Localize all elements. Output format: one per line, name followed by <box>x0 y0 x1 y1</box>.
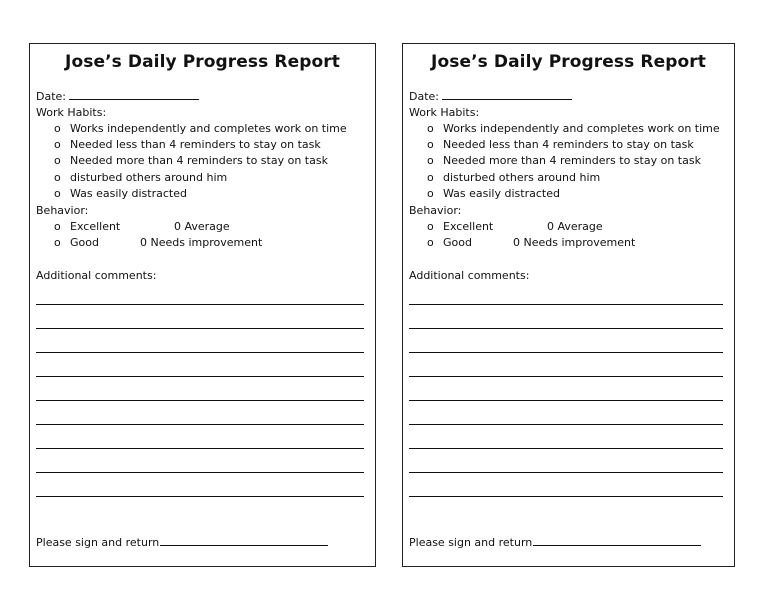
work-habit-item[interactable]: o disturbed others around him <box>54 171 228 184</box>
behavior-option-excellent[interactable]: Excellent <box>443 220 494 233</box>
comment-line[interactable] <box>36 472 364 473</box>
behavior-option-good[interactable]: Good <box>70 236 99 249</box>
comment-line[interactable] <box>36 400 364 401</box>
comment-line[interactable] <box>409 328 723 329</box>
behavior-label: Behavior: <box>409 204 462 217</box>
work-habit-item[interactable]: o Needed more than 4 reminders to stay on task <box>54 154 328 167</box>
sign-label: Please sign and return <box>409 536 533 549</box>
comment-line[interactable] <box>36 424 364 425</box>
bullet-circle-icon: o <box>54 171 61 184</box>
work-habit-item[interactable]: o Needed more than 4 reminders to stay on task <box>427 154 701 167</box>
behavior-option-average[interactable]: 0 Average <box>547 220 603 233</box>
work-habits-label: Work Habits: <box>409 106 480 119</box>
bullet-circle-icon: o <box>427 220 434 233</box>
comments-label: Additional comments: <box>409 269 530 282</box>
comment-line[interactable] <box>409 304 723 305</box>
work-habit-item[interactable]: o Was easily distracted <box>54 187 187 200</box>
behavior-option-needs-improvement[interactable]: 0 Needs improvement <box>513 236 636 249</box>
signature-blank[interactable] <box>533 544 701 546</box>
bullet-circle-icon: o <box>54 122 61 135</box>
comment-line[interactable] <box>36 352 364 353</box>
comment-line[interactable] <box>409 472 723 473</box>
date-row <box>409 90 572 103</box>
behavior-label: Behavior: <box>36 204 89 217</box>
comment-line[interactable] <box>409 352 723 353</box>
behavior-row <box>54 236 262 249</box>
comment-line[interactable] <box>409 400 723 401</box>
work-habits-label: Work Habits: <box>36 106 107 119</box>
signature-blank[interactable] <box>160 544 328 546</box>
comment-line[interactable] <box>36 448 364 449</box>
bullet-circle-icon: o <box>427 122 434 135</box>
sign-row <box>409 536 701 549</box>
behavior-row <box>427 220 603 233</box>
report-title: Jose’s Daily Progress Report <box>431 52 706 72</box>
comment-line[interactable] <box>36 304 364 305</box>
bullet-circle-icon: o <box>54 154 61 167</box>
comment-line[interactable] <box>409 448 723 449</box>
behavior-option-good[interactable]: Good <box>443 236 472 249</box>
report-title: Jose’s Daily Progress Report <box>65 52 340 72</box>
bullet-circle-icon: o <box>427 138 434 151</box>
progress-report-card-right <box>402 43 735 567</box>
comments-label: Additional comments: <box>36 269 157 282</box>
work-habit-item[interactable]: o disturbed others around him <box>427 171 601 184</box>
comment-line[interactable] <box>409 376 723 377</box>
work-habit-item[interactable]: o Works independently and completes work on time <box>54 122 347 135</box>
comment-line[interactable] <box>36 496 364 497</box>
behavior-row <box>54 220 230 233</box>
comment-line[interactable] <box>409 496 723 497</box>
bullet-circle-icon: o <box>54 220 61 233</box>
work-habit-item[interactable]: o Needed less than 4 reminders to stay on task <box>54 138 321 151</box>
behavior-row <box>427 236 635 249</box>
bullet-circle-icon: o <box>54 236 61 249</box>
date-label: Date: <box>409 90 439 103</box>
sign-label: Please sign and return <box>36 536 160 549</box>
work-habit-item[interactable]: o Was easily distracted <box>427 187 560 200</box>
comment-line[interactable] <box>36 376 364 377</box>
work-habit-item[interactable]: o Works independently and completes work on time <box>427 122 720 135</box>
behavior-option-needs-improvement[interactable]: 0 Needs improvement <box>140 236 263 249</box>
bullet-circle-icon: o <box>427 236 434 249</box>
date-blank[interactable] <box>442 98 572 100</box>
bullet-circle-icon: o <box>427 154 434 167</box>
behavior-option-excellent[interactable]: Excellent <box>70 220 121 233</box>
behavior-option-average[interactable]: 0 Average <box>174 220 230 233</box>
bullet-circle-icon: o <box>427 187 434 200</box>
work-habit-item[interactable]: o Needed less than 4 reminders to stay on task <box>427 138 694 151</box>
bullet-circle-icon: o <box>54 187 61 200</box>
bullet-circle-icon: o <box>54 138 61 151</box>
date-blank[interactable] <box>69 98 199 100</box>
comment-line[interactable] <box>409 424 723 425</box>
comment-line[interactable] <box>36 328 364 329</box>
date-row <box>36 90 199 103</box>
sign-row <box>36 536 328 549</box>
bullet-circle-icon: o <box>427 171 434 184</box>
progress-report-card-left <box>29 43 376 567</box>
date-label: Date: <box>36 90 66 103</box>
